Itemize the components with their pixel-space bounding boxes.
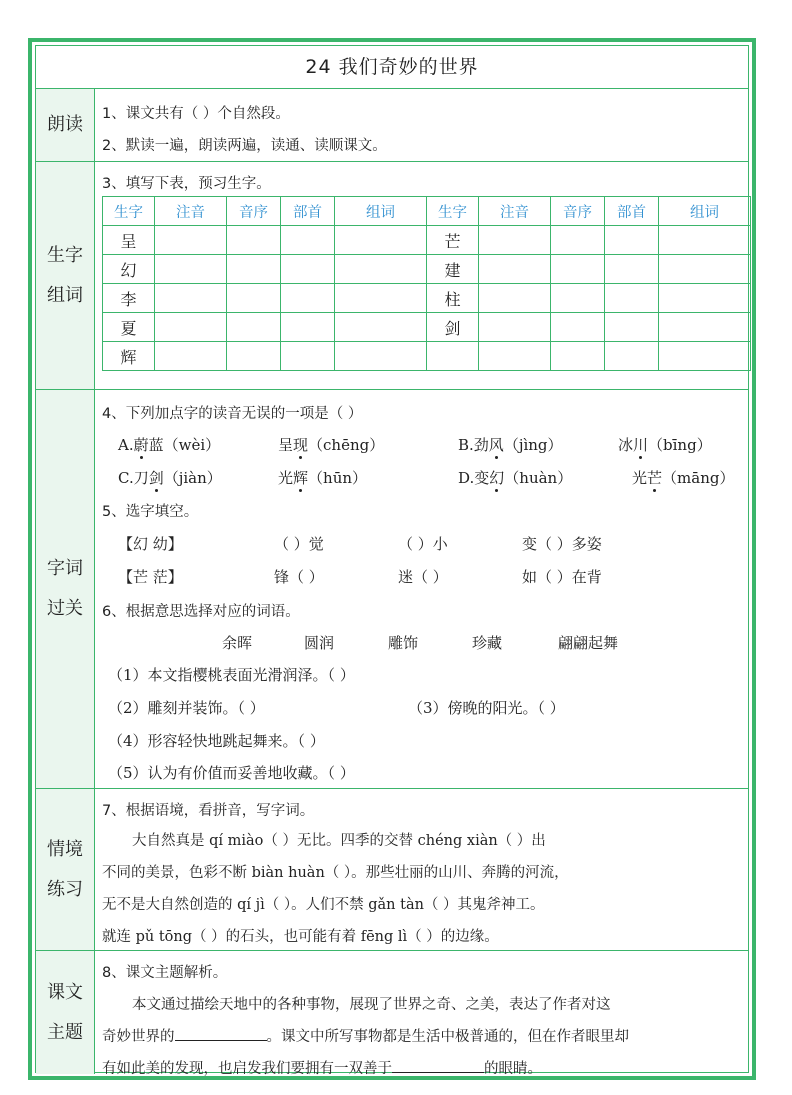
table-row bbox=[103, 255, 751, 284]
paragraph-line: 就连 pǔ tōng（ ）的石头，也可能有着 fēng lì（ ）的边缘。 bbox=[102, 929, 499, 945]
q5-group-label: 【幻 幼】 bbox=[118, 535, 183, 553]
blank-cell[interactable] bbox=[551, 284, 605, 313]
blank-cell[interactable] bbox=[479, 226, 551, 255]
blank-cell[interactable] bbox=[155, 255, 227, 284]
header-cell: 组词 bbox=[335, 197, 427, 226]
label-text: 组词 bbox=[47, 284, 83, 306]
option-d1: D.变幻（huàn） bbox=[458, 469, 573, 487]
char-cell bbox=[427, 342, 479, 371]
q6-item: （4）形容轻快地跳起舞来。（ ） bbox=[108, 732, 325, 750]
blank-cell[interactable] bbox=[659, 313, 751, 342]
blank-cell[interactable] bbox=[281, 284, 335, 313]
paragraph-line: 无不是大自然创造的 qí jì（ ）。人们不禁 gǎn tàn（ ）其鬼斧神工。 bbox=[102, 897, 545, 913]
blank-cell[interactable] bbox=[551, 226, 605, 255]
section-label-reading bbox=[36, 89, 95, 161]
label-text: 字词 bbox=[47, 558, 83, 579]
page-title: 24 我们奇妙的世界 bbox=[36, 46, 748, 89]
blank-cell[interactable] bbox=[605, 255, 659, 284]
section-theme bbox=[36, 951, 748, 1077]
word-option: 翩翩起舞 bbox=[558, 634, 619, 652]
header-cell: 注音 bbox=[155, 197, 227, 226]
blank-cell[interactable] bbox=[605, 313, 659, 342]
paragraph-line: 奇妙世界的 。课文中所写事物都是生活中极普通的，但在作者眼里却 bbox=[102, 1029, 629, 1045]
header-cell: 注音 bbox=[479, 197, 551, 226]
blank-cell[interactable] bbox=[659, 342, 751, 371]
word-option: 珍藏 bbox=[472, 634, 503, 652]
worksheet-inner bbox=[35, 45, 749, 1077]
label-text: 朗读 bbox=[47, 114, 83, 135]
section-new-characters bbox=[36, 162, 748, 390]
q5-group-label: 【芒 茫】 bbox=[118, 568, 183, 586]
blank-cell[interactable] bbox=[605, 284, 659, 313]
section-content bbox=[102, 390, 744, 788]
question-7: 7、根据语境，看拼音，写字词。 bbox=[102, 803, 315, 819]
question-1: 1、课文共有（ ）个自然段。 bbox=[102, 106, 290, 122]
blank-cell[interactable] bbox=[227, 255, 281, 284]
q5-blank[interactable]: 如（ ）在背 bbox=[522, 568, 602, 586]
header-cell: 部首 bbox=[281, 197, 335, 226]
answer-blank[interactable] bbox=[392, 1072, 484, 1073]
section-label-characters bbox=[36, 162, 95, 389]
blank-cell[interactable] bbox=[335, 226, 427, 255]
blank-cell[interactable] bbox=[605, 342, 659, 371]
header-cell: 组词 bbox=[659, 197, 751, 226]
char-cell: 辉 bbox=[103, 342, 155, 371]
char-cell: 剑 bbox=[427, 313, 479, 342]
q6-item: （2）雕刻并装饰。（ ） bbox=[108, 699, 265, 717]
blank-cell[interactable] bbox=[335, 284, 427, 313]
blank-cell[interactable] bbox=[335, 342, 427, 371]
header-cell: 部首 bbox=[605, 197, 659, 226]
blank-cell[interactable] bbox=[155, 226, 227, 255]
label-text: 情境 bbox=[47, 838, 83, 860]
blank-cell[interactable] bbox=[335, 313, 427, 342]
section-label-theme bbox=[36, 951, 95, 1074]
section-context-practice bbox=[36, 789, 748, 951]
section-content bbox=[102, 951, 744, 1077]
option-a1: A.蔚蓝（wèi） bbox=[118, 436, 221, 454]
word-option: 圆润 bbox=[304, 634, 335, 652]
section-label-practice bbox=[36, 789, 95, 950]
label-text: 过关 bbox=[47, 598, 83, 619]
q5-blank[interactable]: （ ）小 bbox=[398, 535, 448, 553]
word-option: 雕饰 bbox=[388, 634, 419, 652]
blank-cell[interactable] bbox=[281, 342, 335, 371]
q6-item: （5）认为有价值而妥善地收藏。（ ） bbox=[108, 764, 355, 782]
char-cell: 建 bbox=[427, 255, 479, 284]
question-4: 4、下列加点字的读音无误的一项是（ ） bbox=[102, 406, 363, 422]
blank-cell[interactable] bbox=[227, 342, 281, 371]
section-reading bbox=[36, 89, 748, 162]
option-d2: 光芒（māng） bbox=[632, 469, 735, 487]
blank-cell[interactable] bbox=[479, 313, 551, 342]
char-cell: 李 bbox=[103, 284, 155, 313]
char-cell: 柱 bbox=[427, 284, 479, 313]
option-c1: C.刀剑（jiàn） bbox=[118, 469, 222, 487]
worksheet-frame bbox=[28, 38, 756, 1080]
label-text: 课文 bbox=[47, 981, 83, 1003]
question-3: 3、填写下表，预习生字。 bbox=[102, 176, 271, 192]
blank-cell[interactable] bbox=[479, 342, 551, 371]
paragraph-line: 有如此美的发现，也启发我们要拥有一双善于 的眼睛。 bbox=[102, 1061, 542, 1077]
blank-cell[interactable] bbox=[551, 255, 605, 284]
label-text: 练习 bbox=[47, 878, 83, 900]
char-cell: 芒 bbox=[427, 226, 479, 255]
answer-blank[interactable] bbox=[175, 1040, 267, 1041]
character-table bbox=[102, 196, 751, 371]
blank-cell[interactable] bbox=[281, 313, 335, 342]
q6-item: （3）傍晚的阳光。（ ） bbox=[408, 699, 565, 717]
header-cell: 音序 bbox=[227, 197, 281, 226]
blank-cell[interactable] bbox=[227, 284, 281, 313]
section-label-vocabulary bbox=[36, 390, 95, 788]
blank-cell[interactable] bbox=[281, 226, 335, 255]
q5-blank[interactable]: 迷（ ） bbox=[398, 568, 448, 586]
table-row bbox=[103, 342, 751, 371]
label-text: 生字 bbox=[47, 244, 83, 266]
q5-blank[interactable]: 锋（ ） bbox=[274, 568, 324, 586]
section-vocabulary bbox=[36, 390, 748, 789]
blank-cell[interactable] bbox=[155, 342, 227, 371]
blank-cell[interactable] bbox=[551, 313, 605, 342]
blank-cell[interactable] bbox=[659, 284, 751, 313]
section-content bbox=[102, 162, 744, 389]
paragraph-line: 大自然真是 qí miào（ ）无比。四季的交替 chéng xiàn（ ）出 bbox=[132, 833, 546, 849]
question-5: 5、选字填空。 bbox=[102, 504, 199, 520]
char-cell: 夏 bbox=[103, 313, 155, 342]
blank-cell[interactable] bbox=[227, 226, 281, 255]
header-cell: 生字 bbox=[103, 197, 155, 226]
header-cell: 音序 bbox=[551, 197, 605, 226]
q6-item: （1）本文指樱桃表面光滑润泽。（ ） bbox=[108, 666, 355, 684]
blank-cell[interactable] bbox=[155, 284, 227, 313]
paragraph-line: 不同的美景，色彩不断 biàn huàn（ ）。那些壮丽的山川、奔腾的河流， bbox=[102, 865, 569, 881]
blank-cell[interactable] bbox=[335, 255, 427, 284]
table-row bbox=[103, 226, 751, 255]
table-row bbox=[103, 313, 751, 342]
option-a2: 呈现（chēng） bbox=[278, 436, 385, 454]
blank-cell[interactable] bbox=[479, 255, 551, 284]
paragraph-line: 本文通过描绘天地中的各种事物，展现了世界之奇、之美，表达了作者对这 bbox=[132, 997, 611, 1013]
char-cell: 幻 bbox=[103, 255, 155, 284]
blank-cell[interactable] bbox=[479, 284, 551, 313]
blank-cell[interactable] bbox=[227, 313, 281, 342]
blank-cell[interactable] bbox=[155, 313, 227, 342]
blank-cell[interactable] bbox=[551, 342, 605, 371]
label-text: 主题 bbox=[47, 1021, 83, 1043]
word-option: 余晖 bbox=[222, 634, 253, 652]
blank-cell[interactable] bbox=[659, 226, 751, 255]
section-content bbox=[102, 89, 744, 161]
table-header-row bbox=[103, 197, 751, 226]
option-b2: 冰川（bīng） bbox=[618, 436, 712, 454]
char-cell: 呈 bbox=[103, 226, 155, 255]
question-8: 8、课文主题解析。 bbox=[102, 965, 228, 981]
section-content bbox=[102, 789, 744, 950]
q5-blank[interactable]: （ ）觉 bbox=[274, 535, 324, 553]
option-b1: B.劲风（jìng） bbox=[458, 436, 563, 454]
question-2: 2、默读一遍，朗读两遍，读通、读顺课文。 bbox=[102, 138, 387, 154]
blank-cell[interactable] bbox=[281, 255, 335, 284]
blank-cell[interactable] bbox=[605, 226, 659, 255]
header-cell: 生字 bbox=[427, 197, 479, 226]
option-c2: 光辉（hūn） bbox=[278, 469, 368, 487]
blank-cell[interactable] bbox=[659, 255, 751, 284]
table-row bbox=[103, 284, 751, 313]
q5-blank[interactable]: 变（ ）多姿 bbox=[522, 535, 602, 553]
question-6: 6、根据意思选择对应的词语。 bbox=[102, 604, 300, 620]
